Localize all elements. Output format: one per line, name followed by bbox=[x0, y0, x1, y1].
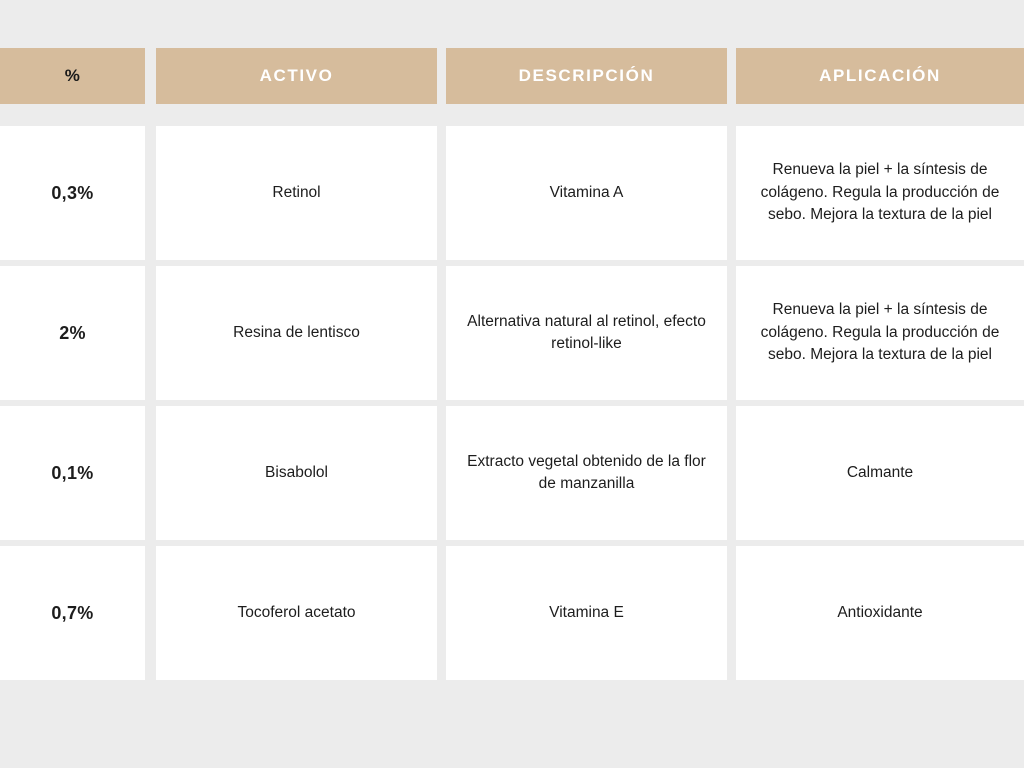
cell-activo bbox=[156, 266, 437, 400]
cell-percent bbox=[0, 546, 145, 680]
cell-aplicacion bbox=[736, 546, 1024, 680]
cell-aplicacion-value: Calmante bbox=[846, 463, 914, 481]
cell-descripcion-value: Extracto vegetal obtenido de la flor de manzanilla bbox=[467, 452, 706, 492]
cell-percent-value: 0,1% bbox=[51, 462, 94, 483]
cell-percent-value: 0,3% bbox=[51, 182, 94, 203]
column-header-activo bbox=[156, 48, 437, 104]
cell-activo bbox=[156, 126, 437, 260]
cell-descripcion-value: Vitamina A bbox=[549, 183, 624, 201]
table-row bbox=[0, 126, 1024, 260]
column-header-aplicacion bbox=[736, 48, 1024, 104]
cell-aplicacion-value: Renueva la piel + la síntesis de colágeno. Regula la producción de sebo. Mejora la textura de la piel bbox=[760, 301, 1000, 364]
column-header-descripcion-label: DESCRIPCIÓN bbox=[518, 66, 655, 85]
cell-percent bbox=[0, 266, 145, 400]
table-row bbox=[0, 546, 1024, 680]
cell-aplicacion-value: Antioxidante bbox=[837, 603, 923, 621]
cell-percent bbox=[0, 126, 145, 260]
cell-descripcion bbox=[446, 406, 727, 540]
table-row bbox=[0, 406, 1024, 540]
ingredients-table bbox=[0, 48, 1024, 686]
column-header-percent bbox=[0, 48, 145, 104]
cell-activo bbox=[156, 546, 437, 680]
table-header-row bbox=[0, 48, 1024, 104]
column-header-percent-label: % bbox=[64, 66, 81, 85]
cell-descripcion bbox=[446, 546, 727, 680]
cell-aplicacion bbox=[736, 266, 1024, 400]
cell-descripcion bbox=[446, 266, 727, 400]
cell-activo-value: Bisabolol bbox=[265, 463, 328, 481]
cell-activo-value: Tocoferol acetato bbox=[237, 603, 356, 621]
column-header-activo-label: ACTIVO bbox=[259, 66, 334, 85]
cell-percent-value: 2% bbox=[59, 322, 86, 343]
column-header-aplicacion-label: APLICACIÓN bbox=[819, 66, 941, 85]
column-header-descripcion bbox=[446, 48, 727, 104]
cell-percent-value: 0,7% bbox=[51, 602, 94, 623]
cell-descripcion bbox=[446, 126, 727, 260]
cell-activo bbox=[156, 406, 437, 540]
cell-aplicacion bbox=[736, 126, 1024, 260]
table-row bbox=[0, 266, 1024, 400]
cell-activo-value: Resina de lentisco bbox=[233, 323, 360, 341]
cell-descripcion-value: Alternativa natural al retinol, efecto retinol-like bbox=[467, 312, 706, 352]
cell-aplicacion bbox=[736, 406, 1024, 540]
cell-percent bbox=[0, 406, 145, 540]
cell-activo-value: Retinol bbox=[272, 183, 321, 201]
cell-aplicacion-value: Renueva la piel + la síntesis de colágeno. Regula la producción de sebo. Mejora la textura de la piel bbox=[760, 161, 1000, 224]
cell-descripcion-value: Vitamina E bbox=[549, 603, 624, 621]
